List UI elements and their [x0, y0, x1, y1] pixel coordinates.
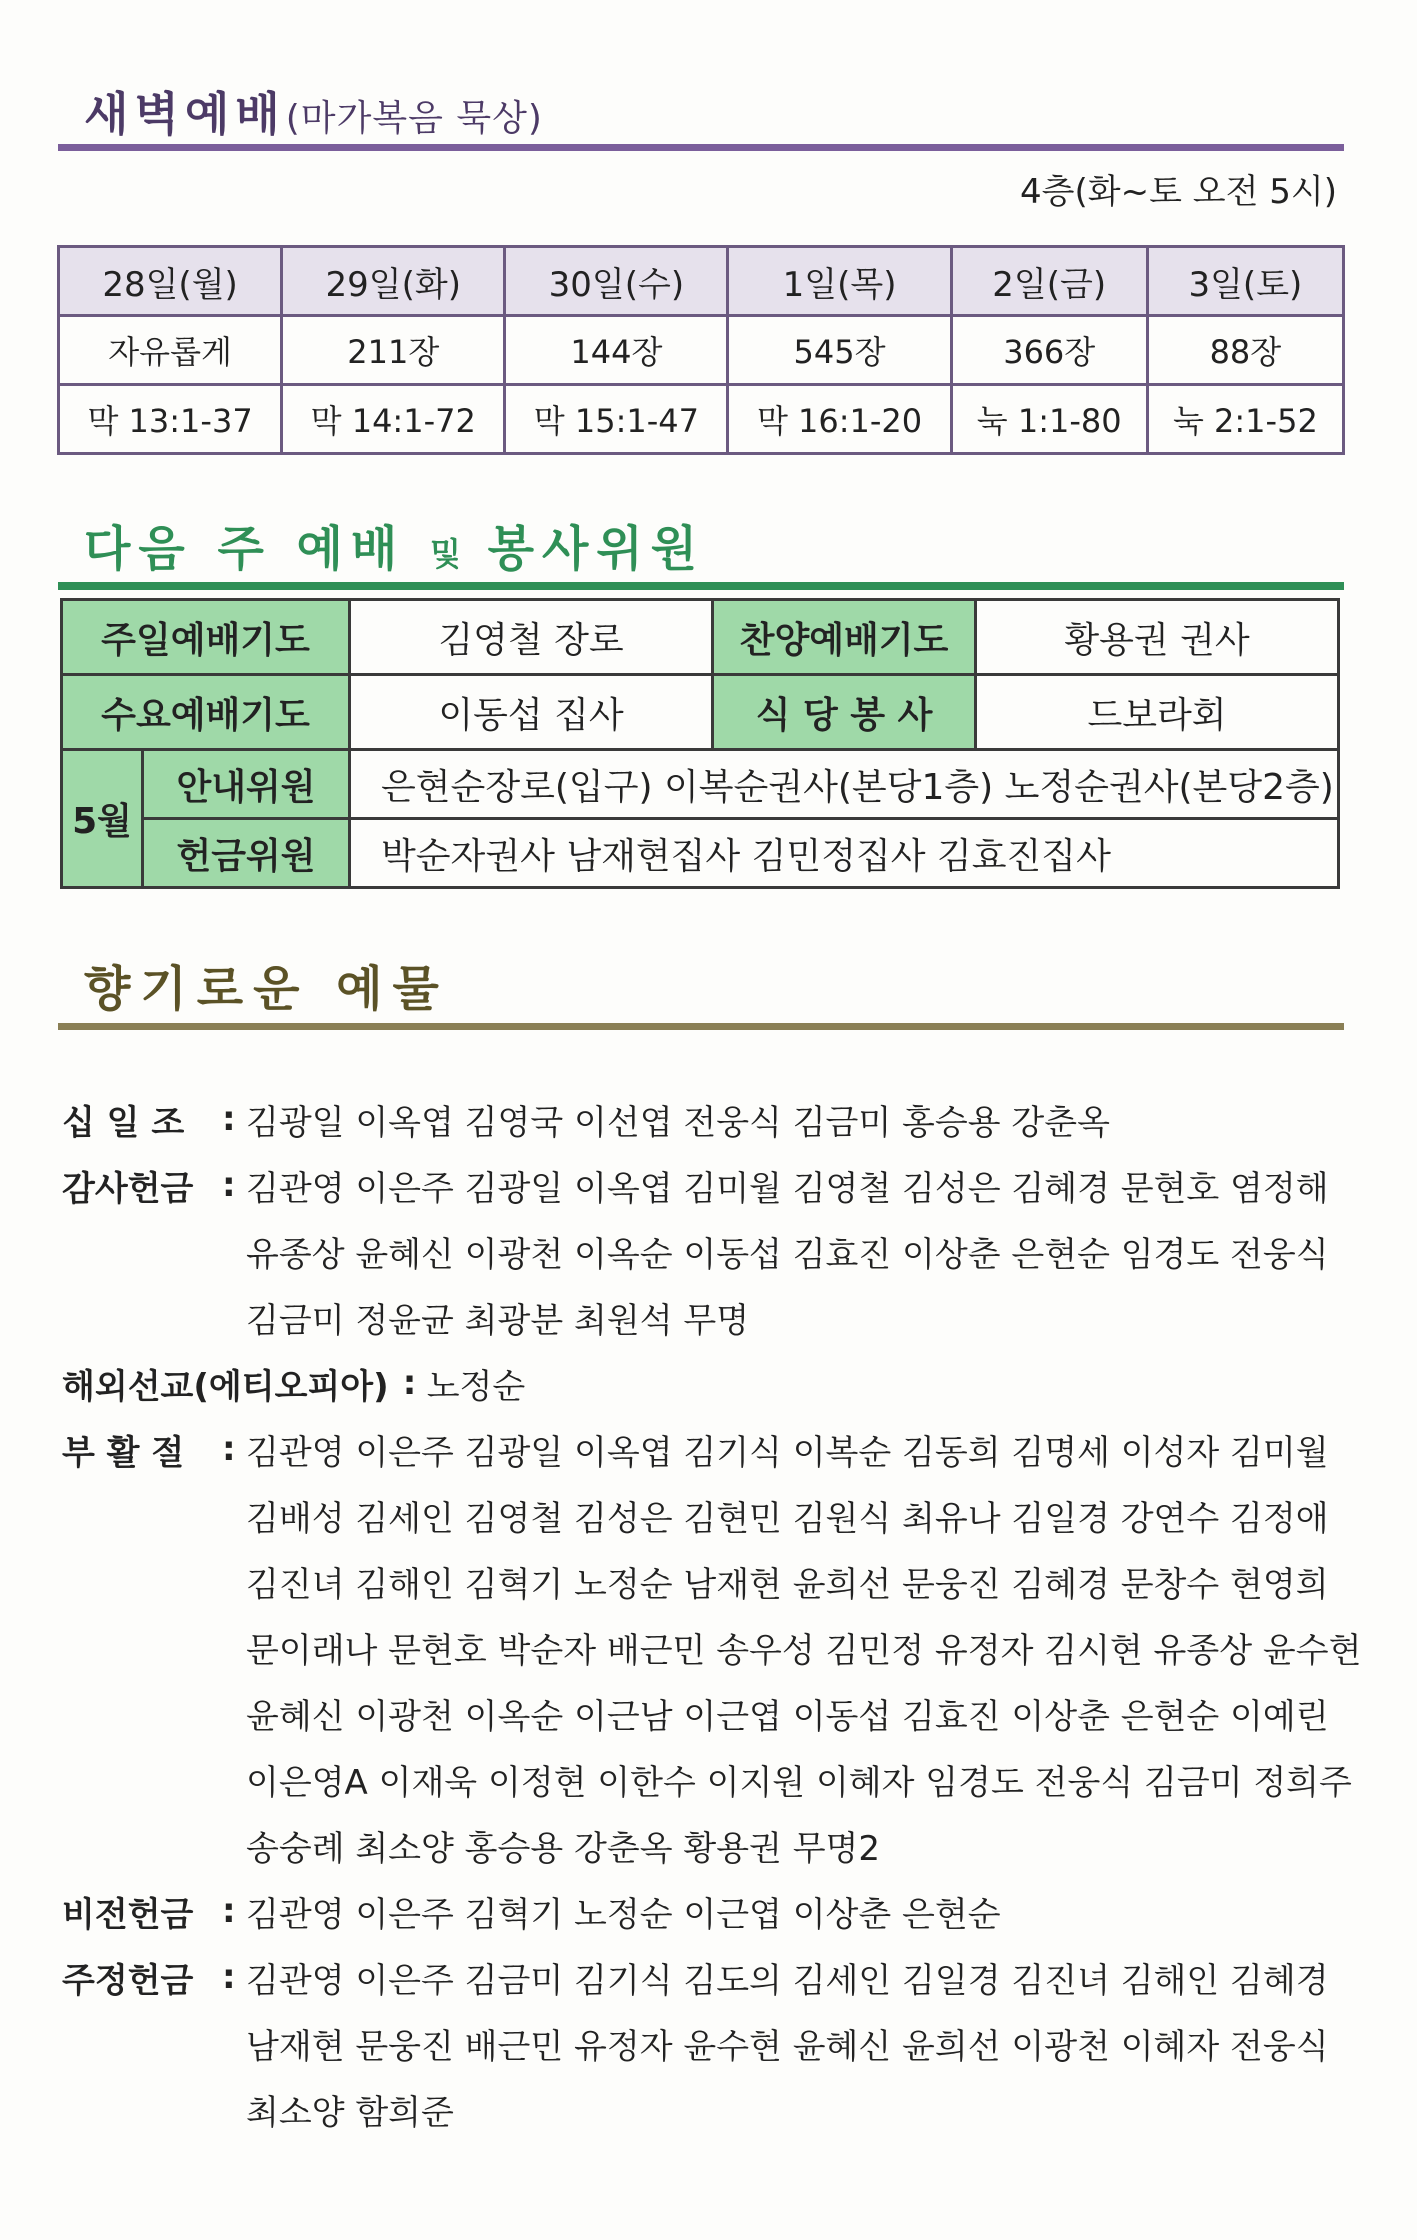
- duty-table: [60, 598, 1340, 889]
- offering-colon: :: [222, 1429, 236, 1469]
- schedule-day: 3일(토): [1147, 247, 1343, 316]
- duty-value: 은현순장로(입구) 이복순권사(본당1층) 노정순권사(본당2층): [350, 750, 1339, 819]
- duty-value: 김영철 장로: [350, 600, 713, 675]
- offering-label: 십 일 조: [62, 1102, 185, 1143]
- offering-colon: :: [222, 1891, 236, 1931]
- offering-row: [62, 1218, 1362, 1284]
- schedule-day: 30일(수): [505, 247, 728, 316]
- offering-row: [62, 1614, 1362, 1680]
- offering-label: 해외선교(에티오피아): [62, 1366, 389, 1407]
- schedule-chapter: 자유롭게: [59, 316, 282, 385]
- offering-names: 최소양 함희준: [246, 2092, 454, 2133]
- schedule-chapter-row: [59, 316, 1344, 385]
- duty-value: 드보라회: [976, 675, 1339, 750]
- next-week-title-c: 봉사위원: [487, 521, 706, 577]
- offering-row: [62, 1944, 1362, 2010]
- duty-month: 5월: [62, 750, 143, 888]
- duty-value: 박순자권사 남재현집사 김민정집사 김효진집사: [350, 819, 1339, 888]
- offering-row: [62, 1746, 1362, 1812]
- next-week-title-a: 다음 주 예배: [84, 521, 406, 577]
- offering-names: 김관영 이은주 김금미 김기식 김도의 김세인 김일경 김진녀 김해인 김혜경: [246, 1960, 1329, 2001]
- next-week-title-b: 및: [429, 535, 463, 573]
- schedule-day: 29일(화): [282, 247, 505, 316]
- offering-label: 주정헌금: [62, 1960, 194, 2001]
- offering-names: 남재현 문웅진 배근민 유정자 윤수현 윤혜신 윤희선 이광천 이혜자 전웅식: [246, 2026, 1329, 2067]
- offering-names: 노정순: [426, 1366, 526, 1407]
- duty-label: 수요예배기도: [62, 675, 350, 750]
- schedule-chapter: 545장: [728, 316, 951, 385]
- offering-names: 김금미 정윤균 최광분 최원석 무명: [246, 1300, 750, 1341]
- offering-colon: :: [222, 1957, 236, 1997]
- offering-row: [62, 1680, 1362, 1746]
- schedule-passage: 눅 2:1-52: [1147, 385, 1343, 454]
- next-week-divider: [58, 582, 1344, 590]
- duty-label: 안내위원: [143, 750, 350, 819]
- offering-names: 김관영 이은주 김광일 이옥엽 김기식 이복순 김동희 김명세 이성자 김미월: [246, 1432, 1329, 1473]
- schedule-day: 2일(금): [951, 247, 1147, 316]
- offering-row: [62, 1152, 1362, 1218]
- schedule-day: 1일(목): [728, 247, 951, 316]
- schedule-passage: 막 15:1-47: [505, 385, 728, 454]
- offering-names: 김관영 이은주 김광일 이옥엽 김미월 김영철 김성은 김혜경 문현호 염정해: [246, 1168, 1329, 1209]
- offering-names: 윤혜신 이광천 이옥순 이근남 이근엽 이동섭 김효진 이상춘 은현순 이예린: [246, 1696, 1329, 1737]
- offering-row: [62, 2076, 1362, 2142]
- schedule-passage: 막 16:1-20: [728, 385, 951, 454]
- offering-row: [62, 2010, 1362, 2076]
- duty-row: [62, 750, 1339, 819]
- offering-names: 김광일 이옥엽 김영국 이선엽 전웅식 김금미 홍승용 강춘옥: [246, 1102, 1110, 1143]
- dawn-location: 4층(화~토 오전 5시): [1020, 172, 1337, 212]
- duty-label: 식 당 봉 사: [713, 675, 976, 750]
- next-week-title: [84, 510, 705, 579]
- schedule-passage-row: [59, 385, 1344, 454]
- dawn-schedule-table: [57, 245, 1345, 455]
- dawn-worship-subtitle: (마가복음 묵상): [285, 98, 543, 139]
- offering-names: 문이래나 문현호 박순자 배근민 송우성 김민정 유정자 김시현 유종상 윤수현: [246, 1630, 1362, 1671]
- offering-label: 감사헌금: [62, 1168, 194, 1209]
- offering-colon: :: [222, 1099, 236, 1139]
- offering-names: 김관영 이은주 김혁기 노정순 이근엽 이상춘 은현순: [246, 1894, 1001, 1935]
- schedule-chapter: 88장: [1147, 316, 1343, 385]
- dawn-worship-title-text: 새벽예배: [84, 87, 286, 141]
- offering-row: [62, 1878, 1362, 1944]
- offering-names: 김진녀 김해인 김혁기 노정순 남재현 윤희선 문웅진 김혜경 문창수 현영희: [246, 1564, 1329, 1605]
- schedule-passage: 막 14:1-72: [282, 385, 505, 454]
- dawn-worship-title: [84, 78, 543, 144]
- dawn-divider: [58, 144, 1344, 151]
- offering-row: [62, 1086, 1362, 1152]
- offering-label: 비전헌금: [62, 1894, 194, 1935]
- offerings-list: [62, 1086, 1362, 2142]
- offerings-divider: [58, 1023, 1344, 1030]
- offering-colon: :: [402, 1363, 417, 1403]
- offerings-title: 향기로운 예물: [84, 961, 449, 1017]
- schedule-chapter: 211장: [282, 316, 505, 385]
- duty-value: 황용권 권사: [976, 600, 1339, 675]
- offering-row: [62, 1812, 1362, 1878]
- offering-names: 송숭례 최소양 홍승용 강춘옥 황용권 무명2: [246, 1828, 881, 1869]
- schedule-chapter: 144장: [505, 316, 728, 385]
- schedule-passage: 막 13:1-37: [59, 385, 282, 454]
- duty-label: 찬양예배기도: [713, 600, 976, 675]
- duty-row: [62, 675, 1339, 750]
- duty-row: [62, 819, 1339, 888]
- offering-row: [62, 1416, 1362, 1482]
- offering-row: [62, 1548, 1362, 1614]
- offering-row: [62, 1284, 1362, 1350]
- schedule-day: 28일(월): [59, 247, 282, 316]
- offering-names: 유종상 윤혜신 이광천 이옥순 이동섭 김효진 이상춘 은현순 임경도 전웅식: [246, 1234, 1329, 1275]
- offering-row: [62, 1350, 1362, 1416]
- schedule-day-row: [59, 247, 1344, 316]
- duty-label: 주일예배기도: [62, 600, 350, 675]
- schedule-chapter: 366장: [951, 316, 1147, 385]
- offering-names: 김배성 김세인 김영철 김성은 김현민 김원식 최유나 김일경 강연수 김정애: [246, 1498, 1329, 1539]
- offering-label: 부 활 절: [62, 1432, 185, 1473]
- duty-row: [62, 600, 1339, 675]
- schedule-passage: 눅 1:1-80: [951, 385, 1147, 454]
- duty-value: 이동섭 집사: [350, 675, 713, 750]
- offering-row: [62, 1482, 1362, 1548]
- offering-names: 이은영A 이재욱 이정현 이한수 이지원 이혜자 임경도 전웅식 김금미 정희주: [246, 1762, 1352, 1803]
- duty-label: 헌금위원: [143, 819, 350, 888]
- offering-colon: :: [222, 1165, 236, 1205]
